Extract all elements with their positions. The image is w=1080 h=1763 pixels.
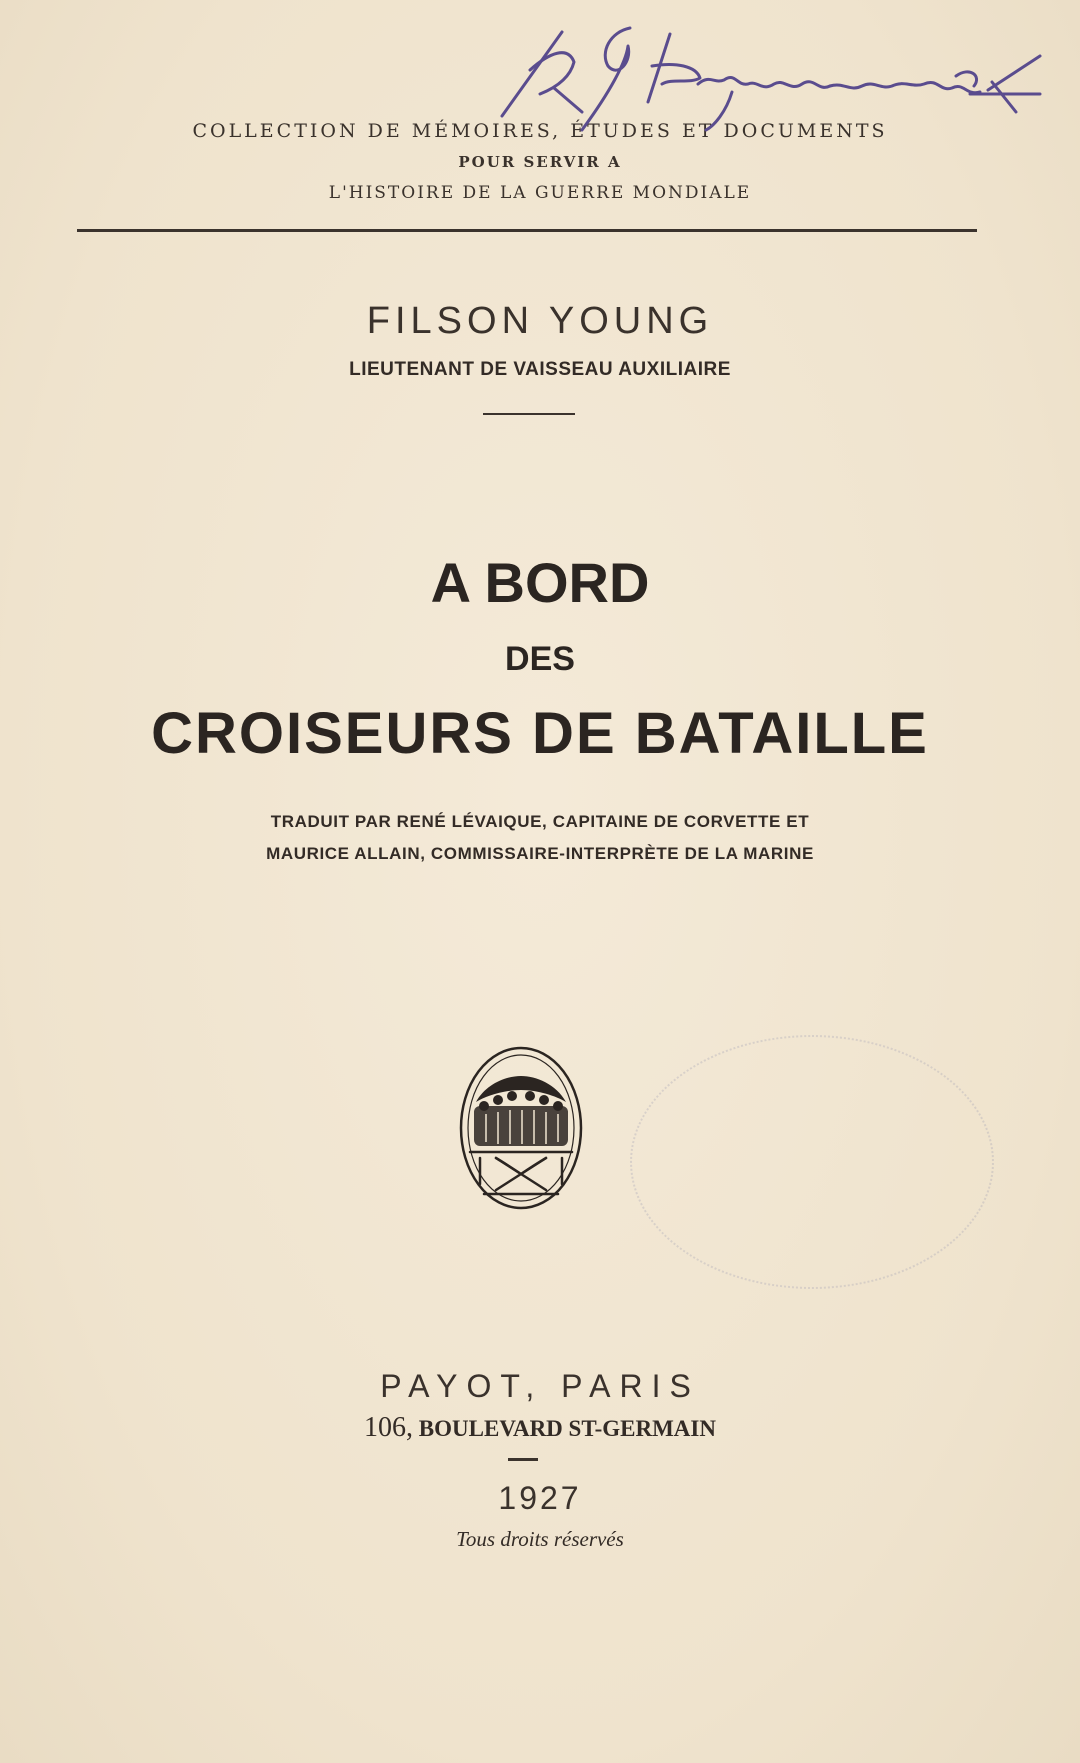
publisher-address	[0, 1412, 1080, 1444]
collection-subtitle: POUR SERVIR A	[458, 153, 622, 171]
publisher-divider	[508, 1458, 538, 1461]
faded-library-stamp	[630, 1035, 994, 1289]
author-name: FILSON YOUNG	[366, 300, 714, 342]
address-number: 106,	[364, 1412, 414, 1443]
header-divider	[77, 229, 977, 232]
publisher-emblem-icon	[456, 1044, 586, 1212]
book-title-line3: CROISEURS DE BATAILLE	[151, 701, 929, 766]
translator-line2: MAURICE ALLAIN, COMMISSAIRE-INTERPRÈTE DE LA MARINE	[266, 844, 814, 863]
rights-notice: Tous droits réservés	[456, 1527, 624, 1551]
address-street: BOULEVARD ST-GERMAIN	[418, 1416, 716, 1441]
collection-title: COLLECTION DE MÉMOIRES, ÉTUDES ET DOCUMENTS	[192, 120, 888, 142]
author-divider	[483, 413, 575, 415]
collection-subtitle-2: L'HISTOIRE DE LA GUERRE MONDIALE	[328, 183, 752, 203]
book-title-line1: A BORD	[430, 551, 650, 614]
publisher-name: PAYOT, PARIS	[380, 1368, 700, 1404]
translator-line1: TRADUIT PAR RENÉ LÉVAIQUE, CAPITAINE DE CORVETTE ET	[270, 812, 810, 831]
handwritten-signature	[500, 22, 1060, 142]
author-rank: LIEUTENANT DE VAISSEAU AUXILIAIRE	[349, 359, 731, 380]
publication-year: 1927	[498, 1480, 582, 1516]
book-title-line2: DES	[505, 640, 575, 678]
